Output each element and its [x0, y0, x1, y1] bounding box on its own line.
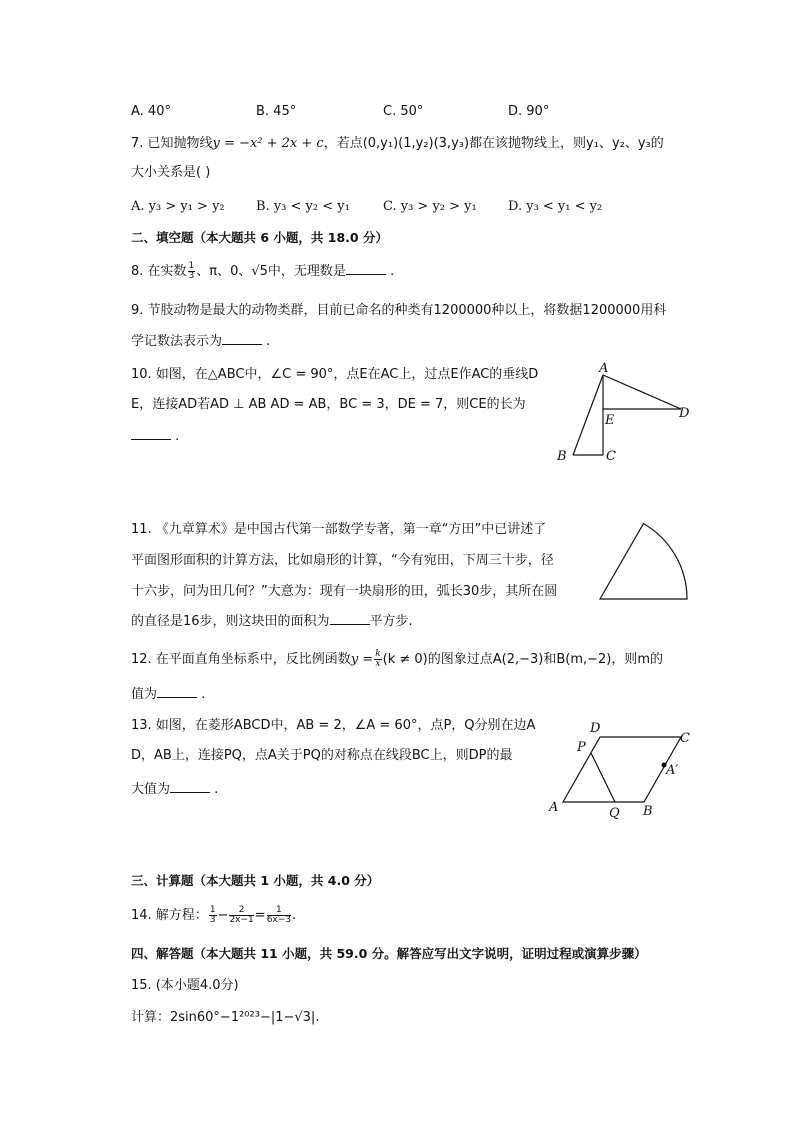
q8-frac-num: 1: [188, 261, 195, 271]
q10-blank[interactable]: [131, 427, 171, 440]
q14-f2-num: 2: [229, 906, 253, 916]
q13-label-a-prime: A′: [666, 763, 679, 778]
q14-line: [131, 906, 296, 925]
q8-frac-den: 3: [188, 271, 195, 281]
q13-text: 大值为: [131, 782, 171, 797]
q13-seg-pq: [591, 753, 615, 802]
q12-fraction: [374, 650, 381, 669]
q12-frac-den: x: [375, 659, 381, 669]
q14-minus: −: [217, 908, 229, 923]
q11-sector-figure: [598, 518, 693, 603]
q7-text-b: ，若点(0,y₁)(1,y₂)(3,y₃)都在该抛物线上，则y₁、y₂、y₃的: [323, 136, 664, 151]
q11-blank[interactable]: [330, 612, 370, 625]
q12-end: .: [197, 687, 206, 702]
q14-text: 14. 解方程：: [131, 908, 208, 923]
q10-figure: [550, 360, 695, 465]
q13-label-p: P: [577, 740, 586, 755]
q6-option-b: B. 45°: [256, 104, 297, 119]
q9-text: 学记数法表示为: [131, 334, 223, 349]
q13-line3: [131, 780, 218, 799]
section3-title: 三、计算题（本大题共 1 小题，共 4.0 分）: [131, 873, 380, 888]
q8-text-a: 8. 在实数: [131, 264, 187, 279]
q12-y: y =: [350, 652, 374, 667]
q11-text-a: 的直径是16步，则这块田的面积为: [131, 614, 330, 629]
q11-line2: 平面图形面积的计算方法，比如扇形的计算，“今有宛田，下周三十步，径: [131, 553, 554, 568]
q14-f3-den: 6x−3: [266, 915, 292, 925]
q12-text-a: 12. 在平面直角坐标系中，反比例函数: [131, 652, 351, 667]
q14-frac1: [209, 906, 217, 925]
q13-label-a: A: [549, 800, 559, 815]
section2-title: 二、填空题（本大题共 6 小题，共 18.0 分）: [131, 230, 388, 245]
q10-end: .: [171, 429, 180, 444]
q6-option-c: C. 50°: [383, 104, 424, 119]
q14-end: .: [292, 908, 297, 923]
q11-line3: 十六步，问为田几何？”大意为：现有一块扇形的田，弧长30步，其所在圆: [131, 584, 558, 599]
q8-blank[interactable]: [346, 262, 386, 275]
q11-sector: [600, 524, 687, 599]
q14-f3-num: 1: [267, 906, 291, 916]
q14-f1-den: 3: [209, 915, 216, 925]
q13-rhombus-figure: [545, 716, 700, 824]
q7-line1: [131, 135, 664, 153]
q10-label-e: E: [605, 413, 615, 428]
q10-label-a: A: [599, 361, 609, 376]
q9-blank[interactable]: [222, 332, 262, 345]
q10-label-c: C: [606, 449, 616, 464]
q11-line1: 11. 《九章算术》是中国古代第一部数学专著，第一章“方田”中已讲述了: [131, 522, 547, 537]
q12-blank[interactable]: [157, 685, 197, 698]
q10-line3: [131, 427, 179, 446]
q12-text-c: 值为: [131, 687, 158, 702]
q9-line1: 9. 节肢动物是最大的动物类群，目前已命名的种类有1200000种以上，将数据1200000用科: [131, 303, 667, 318]
q13-line2: D，AB上，连接PQ，点A关于PQ的对称点在线段BC上，则DP的最: [131, 748, 513, 763]
q12-line2: [131, 685, 205, 704]
q7-line2: 大小关系是( ): [131, 165, 211, 180]
q12-frac-num: k: [375, 649, 381, 659]
q10-line2: E，连接AD若AD ⊥ AB AD = AB，BC = 3，DE = 7，则CE的长为: [131, 397, 526, 412]
q12-text-b: (k ≠ 0)的图象过点A(2,−3)和B(m,−2)，则m的: [382, 652, 664, 667]
q7-formula: y = −x² + 2x + c: [212, 136, 324, 151]
q13-label-c: C: [680, 731, 690, 746]
q7-option-c: C. y₃ > y₂ > y₁: [383, 199, 477, 214]
q13-end: .: [210, 782, 219, 797]
q10-label-b: B: [557, 449, 567, 464]
q13-label-b: B: [643, 804, 653, 819]
q7-option-b: B. y₃ < y₂ < y₁: [256, 199, 350, 214]
q13-label-q: Q: [609, 806, 620, 821]
q13-label-d: D: [590, 721, 601, 736]
q10-label-d: D: [679, 406, 690, 421]
q14-frac3: [267, 906, 291, 925]
section4-title: 四、解答题（本大题共 11 小题，共 59.0 分。解答应写出文字说明，证明过程或演算步骤）: [131, 946, 647, 961]
q11-text-b: 平方步.: [369, 614, 413, 629]
q15-title: 15. (本小题4.0分): [131, 978, 239, 993]
q8-text-b: 、π、0、√5中，无理数是: [196, 264, 346, 279]
q9-end: .: [262, 334, 271, 349]
q8-fraction: [188, 262, 196, 281]
q14-eq: =: [254, 908, 266, 923]
q8-end: .: [385, 264, 395, 279]
q6-option-d: D. 90°: [508, 104, 550, 119]
q11-line4: [131, 612, 413, 631]
q6-option-a: A. 40°: [131, 104, 171, 119]
q10-line1: 10. 如图，在△ABC中，∠C = 90°，点E在AC上，过点E作AC的垂线D: [131, 367, 539, 382]
q13-blank[interactable]: [170, 780, 210, 793]
q7-text-a: 7. 已知抛物线: [131, 136, 213, 151]
q8-line: [131, 262, 394, 281]
q7-option-a: A. y₃ > y₁ > y₂: [131, 199, 225, 214]
q10-seg-ab: [573, 375, 603, 455]
q14-frac2: [229, 906, 253, 925]
q13-line1: 13. 如图，在菱形ABCD中，AB = 2，∠A = 60°，点P，Q分别在边A: [131, 718, 536, 733]
q12-line1: [131, 650, 663, 669]
q10-seg-ad: [603, 375, 681, 409]
q9-line2: [131, 332, 270, 351]
q14-f2-den: 2x−1: [229, 915, 254, 925]
q14-f1-num: 1: [209, 905, 216, 915]
q7-option-d: D. y₃ < y₁ < y₂: [508, 199, 603, 214]
q15-calc: 计算：2sin60°−1²⁰²³−|1−√3|.: [131, 1010, 320, 1025]
